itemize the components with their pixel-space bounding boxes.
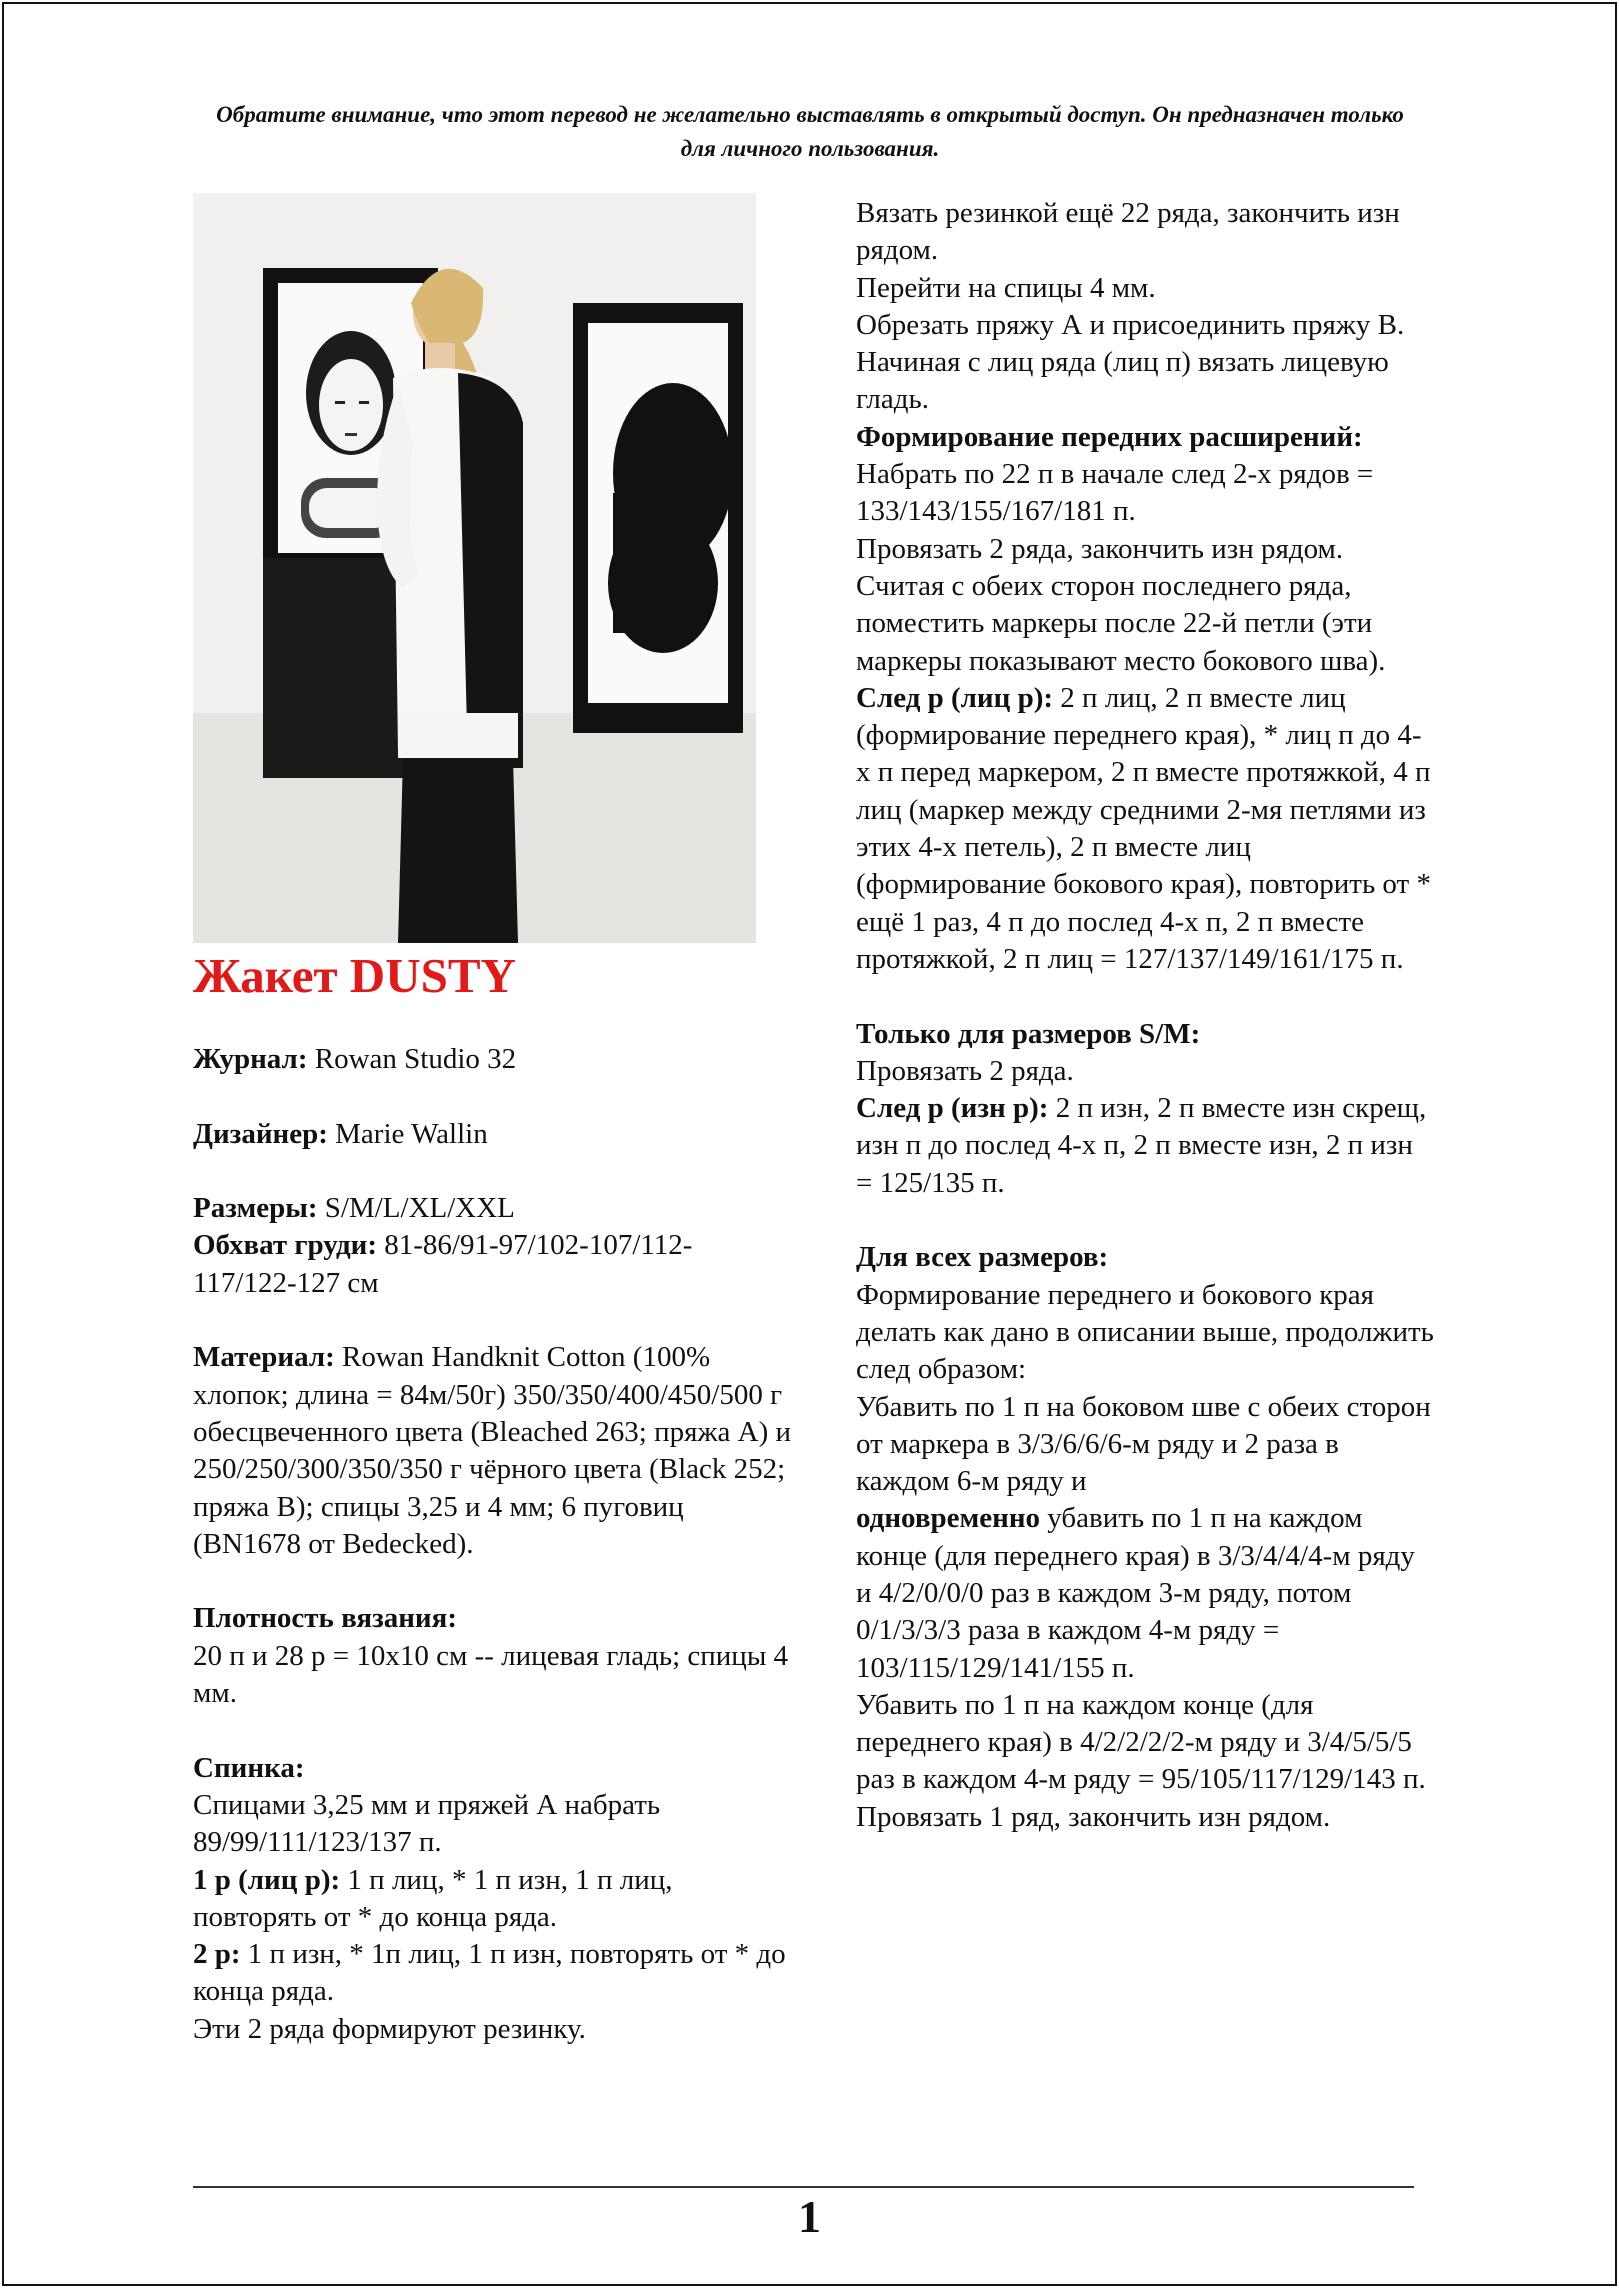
copyright-notice: Обратите внимание, что этот перевод не желательно выставлять в открытый доступ. Он предназначен только для личного пользования. [216,102,1404,161]
stockinette-start: Начиная с лиц ряда (лиц п) вязать лицевую гладь. [856,346,1389,416]
magazine-value: Rowan Studio 32 [314,1043,517,1075]
designer-value: Marie Wallin [335,1117,488,1150]
next-row-instruction: След р (лиц р): 2 п лиц, 2 п вместе лиц (формирование переднего края), * лиц п до 4-х п перед маркером, 2 п вместе протяжкой, 4 п лиц (маркер между средними 2-мя петлями из этих 4-х петель), 2 п вместе лиц (формирование бокового края), повторить от * ещё 1 раз, 4 п до послед 4-х п, 2 п вместе протяжкой, 2 п лиц = 127/137/149/161/175 п. [856,681,1431,975]
material-line [193,1339,793,1563]
sm-work-rows: Провязать 2 ряда. [856,1054,1074,1087]
designer-label: Дизайнер: [193,1117,328,1150]
sizes-value: S/M/L/XL/XXL [324,1192,515,1225]
place-markers: Считая с обеих сторон последнего ряда, поместить маркеры после 22-й петли (эти маркеры показывают место бокового шва). [856,569,1386,677]
front-edge-decrease: Убавить по 1 п на каждом конце (для переднего края) в 4/2/2/2/2-м ряду и 3/4/5/5/5 раз в каждом 4-м ряду = 95/105/117/129/143 п. [856,1688,1426,1796]
pattern-title: Жакет DUSTY [193,948,516,1003]
left-column [193,1041,793,2048]
all-sizes-heading: Для всех размеров: [856,1241,1109,1274]
side-decrease: Убавить по 1 п на боковом шве с обеих сторон от маркера в 3/3/6/6/6-м ряду и 2 раза в каждом 6-м ряду и [856,1390,1431,1498]
gauge-heading: Плотность вязания: [193,1602,457,1635]
rib-note: Эти 2 ряда формируют резинку. [193,2012,586,2045]
bust-value: 81-86/91-97/102-107/112-117/122-127 см [193,1229,693,1299]
sm-next-row: След р (изн р): 2 п изн, 2 п вместе изн скрещ, изн п до послед 4-х п, 2 п вместе изн, 2 п изн = 125/135 п. [856,1092,1427,1199]
back-row-2: 2 р: 1 п изн, * 1п лиц, 1 п изн, повторять от * до конца ряда. [193,1938,786,2008]
designer-line [193,1116,793,1153]
material-label: Материал: [193,1341,335,1374]
sizes-label: Размеры: [193,1192,318,1225]
change-yarn: Обрезать пряжу А и присоединить пряжу В. [856,308,1405,341]
magazine-line [193,1041,793,1078]
rib-continue: Вязать резинкой ещё 22 ряда, закончить изн рядом. [856,197,1400,267]
all-sizes-intro: Формирование переднего и бокового края делать как дано в описании выше, продолжить след образом: [856,1278,1434,1386]
simultaneous-decrease: одновременно убавить по 1 п на каждом конце (для переднего края) в 3/3/4/4/4-м ряду и 4/2/0/0/0 раз в каждом 3-м ряду, потом 0/1/3/3/3 раза в каждом 4-м ряду = 103/115/129/141/155 п. [856,1502,1415,1684]
footer-divider [193,2186,1414,2188]
extensions-cast-on: Набрать по 22 п в начале след 2-х рядов = 133/143/155/167/181 п. [856,458,1374,528]
work-two-rows: Провязать 2 ряда, закончить изн рядом. [856,532,1344,565]
gauge-text: 20 п и 28 р = 10х10 см -- лицевая гладь; спицы 4 мм. [193,1639,789,1710]
bust-line [193,1227,793,1302]
sizes-line [193,1190,793,1227]
magazine-label: Журнал: [193,1043,308,1075]
sm-heading: Только для размеров S/M: [856,1017,1201,1050]
back-heading: Спинка: [193,1751,305,1784]
material-text: Rowan Handknit Cotton (100% хлопок; длина = 84м/50г) 350/350/400/450/500 г обесцвеченного цвета (Bleached 263; пряжа A) и 250/250/300/350/350 г чёрного цвета (Black 252; пряжа B); спицы 3,25 и 4 мм; 6 пуговиц (BN1678 от Bedecked). [193,1341,791,1560]
model-photo [193,193,756,943]
change-needles: Перейти на спицы 4 мм. [856,271,1156,304]
bust-label: Обхват груди: [193,1229,377,1262]
back-cast-on: Спицами 3,25 мм и пряжей А набрать 89/99/111/123/137 п. [193,1788,661,1859]
page-number: 1 [798,2191,821,2242]
extensions-heading: Формирование передних расширений: [856,420,1363,453]
back-row-1: 1 р (лиц р): 1 п лиц, * 1 п изн, 1 п лиц, повторять от * до конца ряда. [193,1863,673,1933]
right-column [856,195,1436,1836]
final-row: Провязать 1 ряд, закончить изн рядом. [856,1800,1331,1833]
right-poster [573,303,743,733]
